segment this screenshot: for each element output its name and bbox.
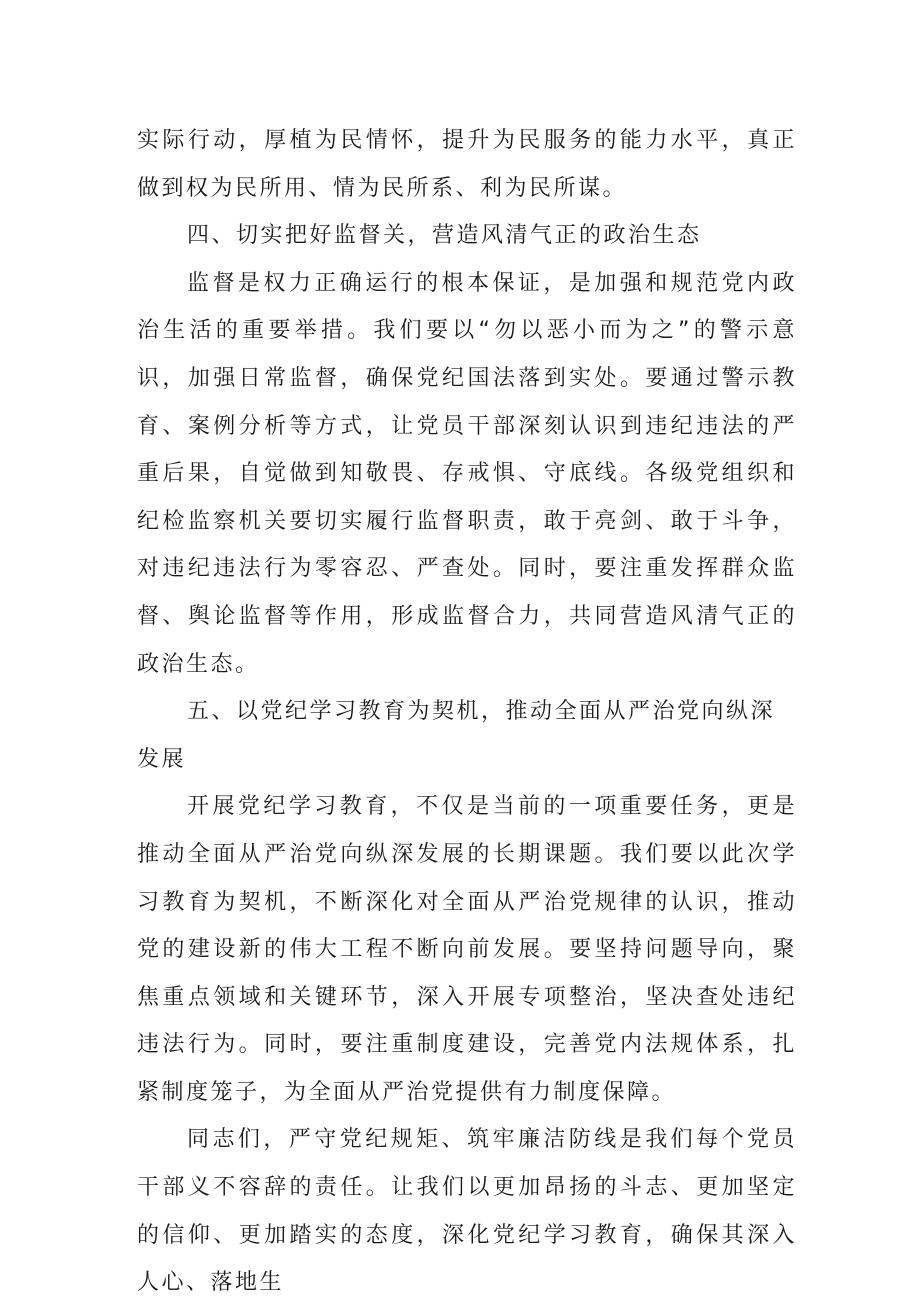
paragraph-closing: 同志们，严守党纪规矩、筑牢廉洁防线是我们每个党员干部义不容辞的责任。让我们以更加昂扬的斗志、更加坚定的信仰、更加踏实的态度，深化党纪学习教育，确保其深入人心、落地生 (137, 1127, 797, 1296)
paragraph-supervision: 监督是权力正确运行的根本保证，是加强和规范党内政治生活的重要举措。我们要以“勿以恶小而为之”的警示意识，加强日常监督，确保党纪国法落到实处。要通过警示教育、案例分析等方式，让党员干部深刻认识到违纪违法的严重后果，自觉做到知敬畏、存戒惧、守底线。各级党组织和纪检监察机关要切实履行监督职责，敢于亮剑、敢于斗争，对违纪违法行为零容忍、严查处。同时，要注重发挥群众监督、舆论监督等作用，形成监督合力，共同营造风清气正的政治生态。 (137, 270, 797, 677)
paragraph-discipline-education: 开展党纪学习教育，不仅是当前的一项重要任务，更是推动全面从严治党向纵深发展的长期课题。我们要以此次学习教育为契机，不断深化对全面从严治党规律的认识，推动党的建设新的伟大工程不断向前发展。要坚持问题导向，聚焦重点领域和关键环节，深入开展专项整治，坚决查处违纪违法行为。同时，要注重制度建设，完善党内法规体系，扎紧制度笼子，为全面从严治党提供有力制度保障。 (137, 794, 797, 1105)
section-heading-five: 五、以党纪学习教育为契机，推动全面从严治党向纵深发展 (137, 699, 776, 772)
section-heading-four: 四、切实把好监督关，营造风清气正的政治生态 (187, 223, 702, 249)
paragraph-continuation: 实际行动，厚植为民情怀，提升为民服务的能力水平，真正做到权为民所用、情为民所系、利为民所谋。 (137, 128, 797, 201)
document-body (137, 117, 797, 1307)
